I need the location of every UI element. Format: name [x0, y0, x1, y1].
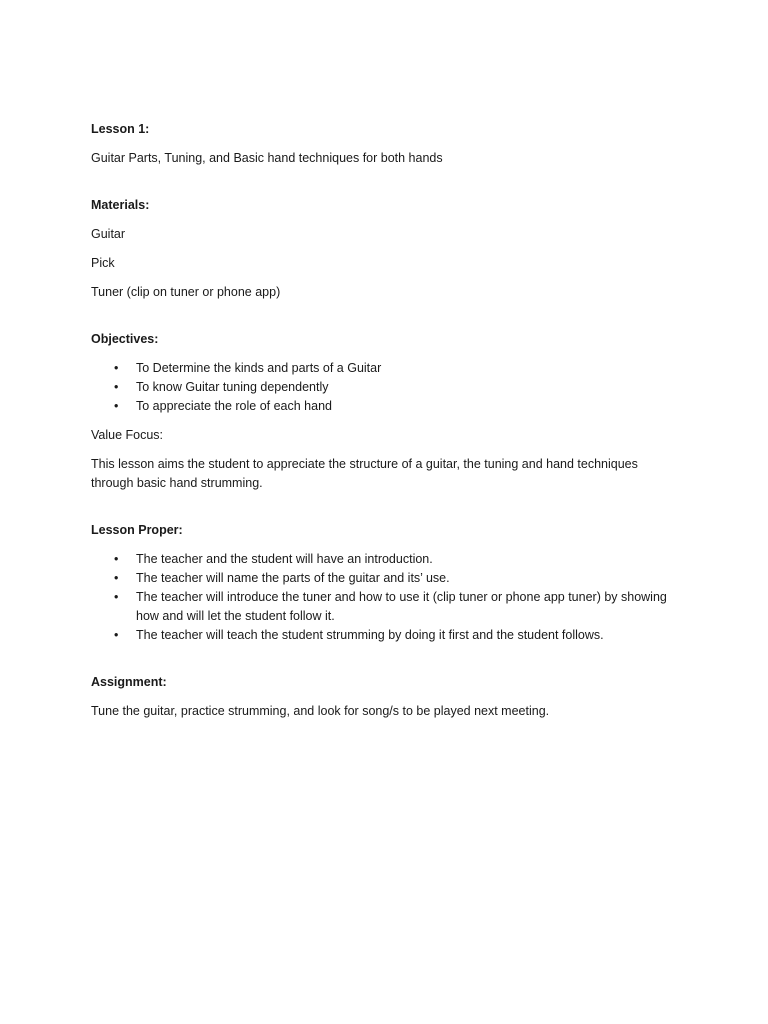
- lesson-proper-list: [91, 550, 671, 645]
- material-item: Pick: [91, 256, 115, 270]
- lesson-proper-text: The teacher will name the parts of the guitar and its’ use.: [136, 571, 450, 585]
- value-focus-heading: Value Focus:: [91, 428, 164, 442]
- lesson-title: Guitar Parts, Tuning, and Basic hand techniques for both hands: [91, 151, 443, 165]
- objective-item: [91, 359, 671, 378]
- objective-item: [91, 378, 671, 397]
- value-focus-text: This lesson aims the student to appreciate the structure of a guitar, the tuning and hand techniques through basic hand strumming.: [91, 457, 638, 490]
- bullet-icon: •: [114, 399, 119, 413]
- lesson-proper-item: [91, 626, 671, 645]
- lesson-proper-item: [91, 550, 671, 569]
- objectives-list: [91, 359, 671, 416]
- objective-item: [91, 397, 671, 416]
- bullet-icon: •: [114, 380, 119, 394]
- lesson-proper-text: The teacher will teach the student strumming by doing it first and the student follows.: [136, 628, 604, 642]
- bullet-icon: •: [114, 628, 119, 642]
- bullet-icon: •: [114, 552, 119, 566]
- lesson-proper-text: The teacher and the student will have an introduction.: [136, 552, 433, 566]
- objective-text: To know Guitar tuning dependently: [136, 380, 329, 394]
- bullet-icon: •: [114, 571, 119, 585]
- materials-heading: Materials:: [91, 198, 150, 212]
- objective-text: To Determine the kinds and parts of a Guitar: [136, 361, 382, 375]
- objectives-heading: Objectives:: [91, 332, 159, 346]
- bullet-icon: •: [114, 361, 119, 375]
- lesson-proper-item: [91, 569, 671, 588]
- objective-text: To appreciate the role of each hand: [136, 399, 332, 413]
- document-page: [91, 120, 671, 731]
- assignment-heading: Assignment:: [91, 675, 167, 689]
- lesson-proper-item: [91, 588, 671, 626]
- bullet-icon: •: [114, 590, 119, 604]
- assignment-text: Tune the guitar, practice strumming, and look for song/s to be played next meeting.: [91, 704, 550, 718]
- lesson-proper-heading: Lesson Proper:: [91, 523, 183, 537]
- material-item: Guitar: [91, 227, 126, 241]
- lesson-proper-text: The teacher will introduce the tuner and how to use it (clip tuner or phone app tuner) by showing how and will let the student follow it.: [136, 590, 667, 623]
- lesson-heading: Lesson 1:: [91, 122, 150, 136]
- material-item: Tuner (clip on tuner or phone app): [91, 285, 281, 299]
